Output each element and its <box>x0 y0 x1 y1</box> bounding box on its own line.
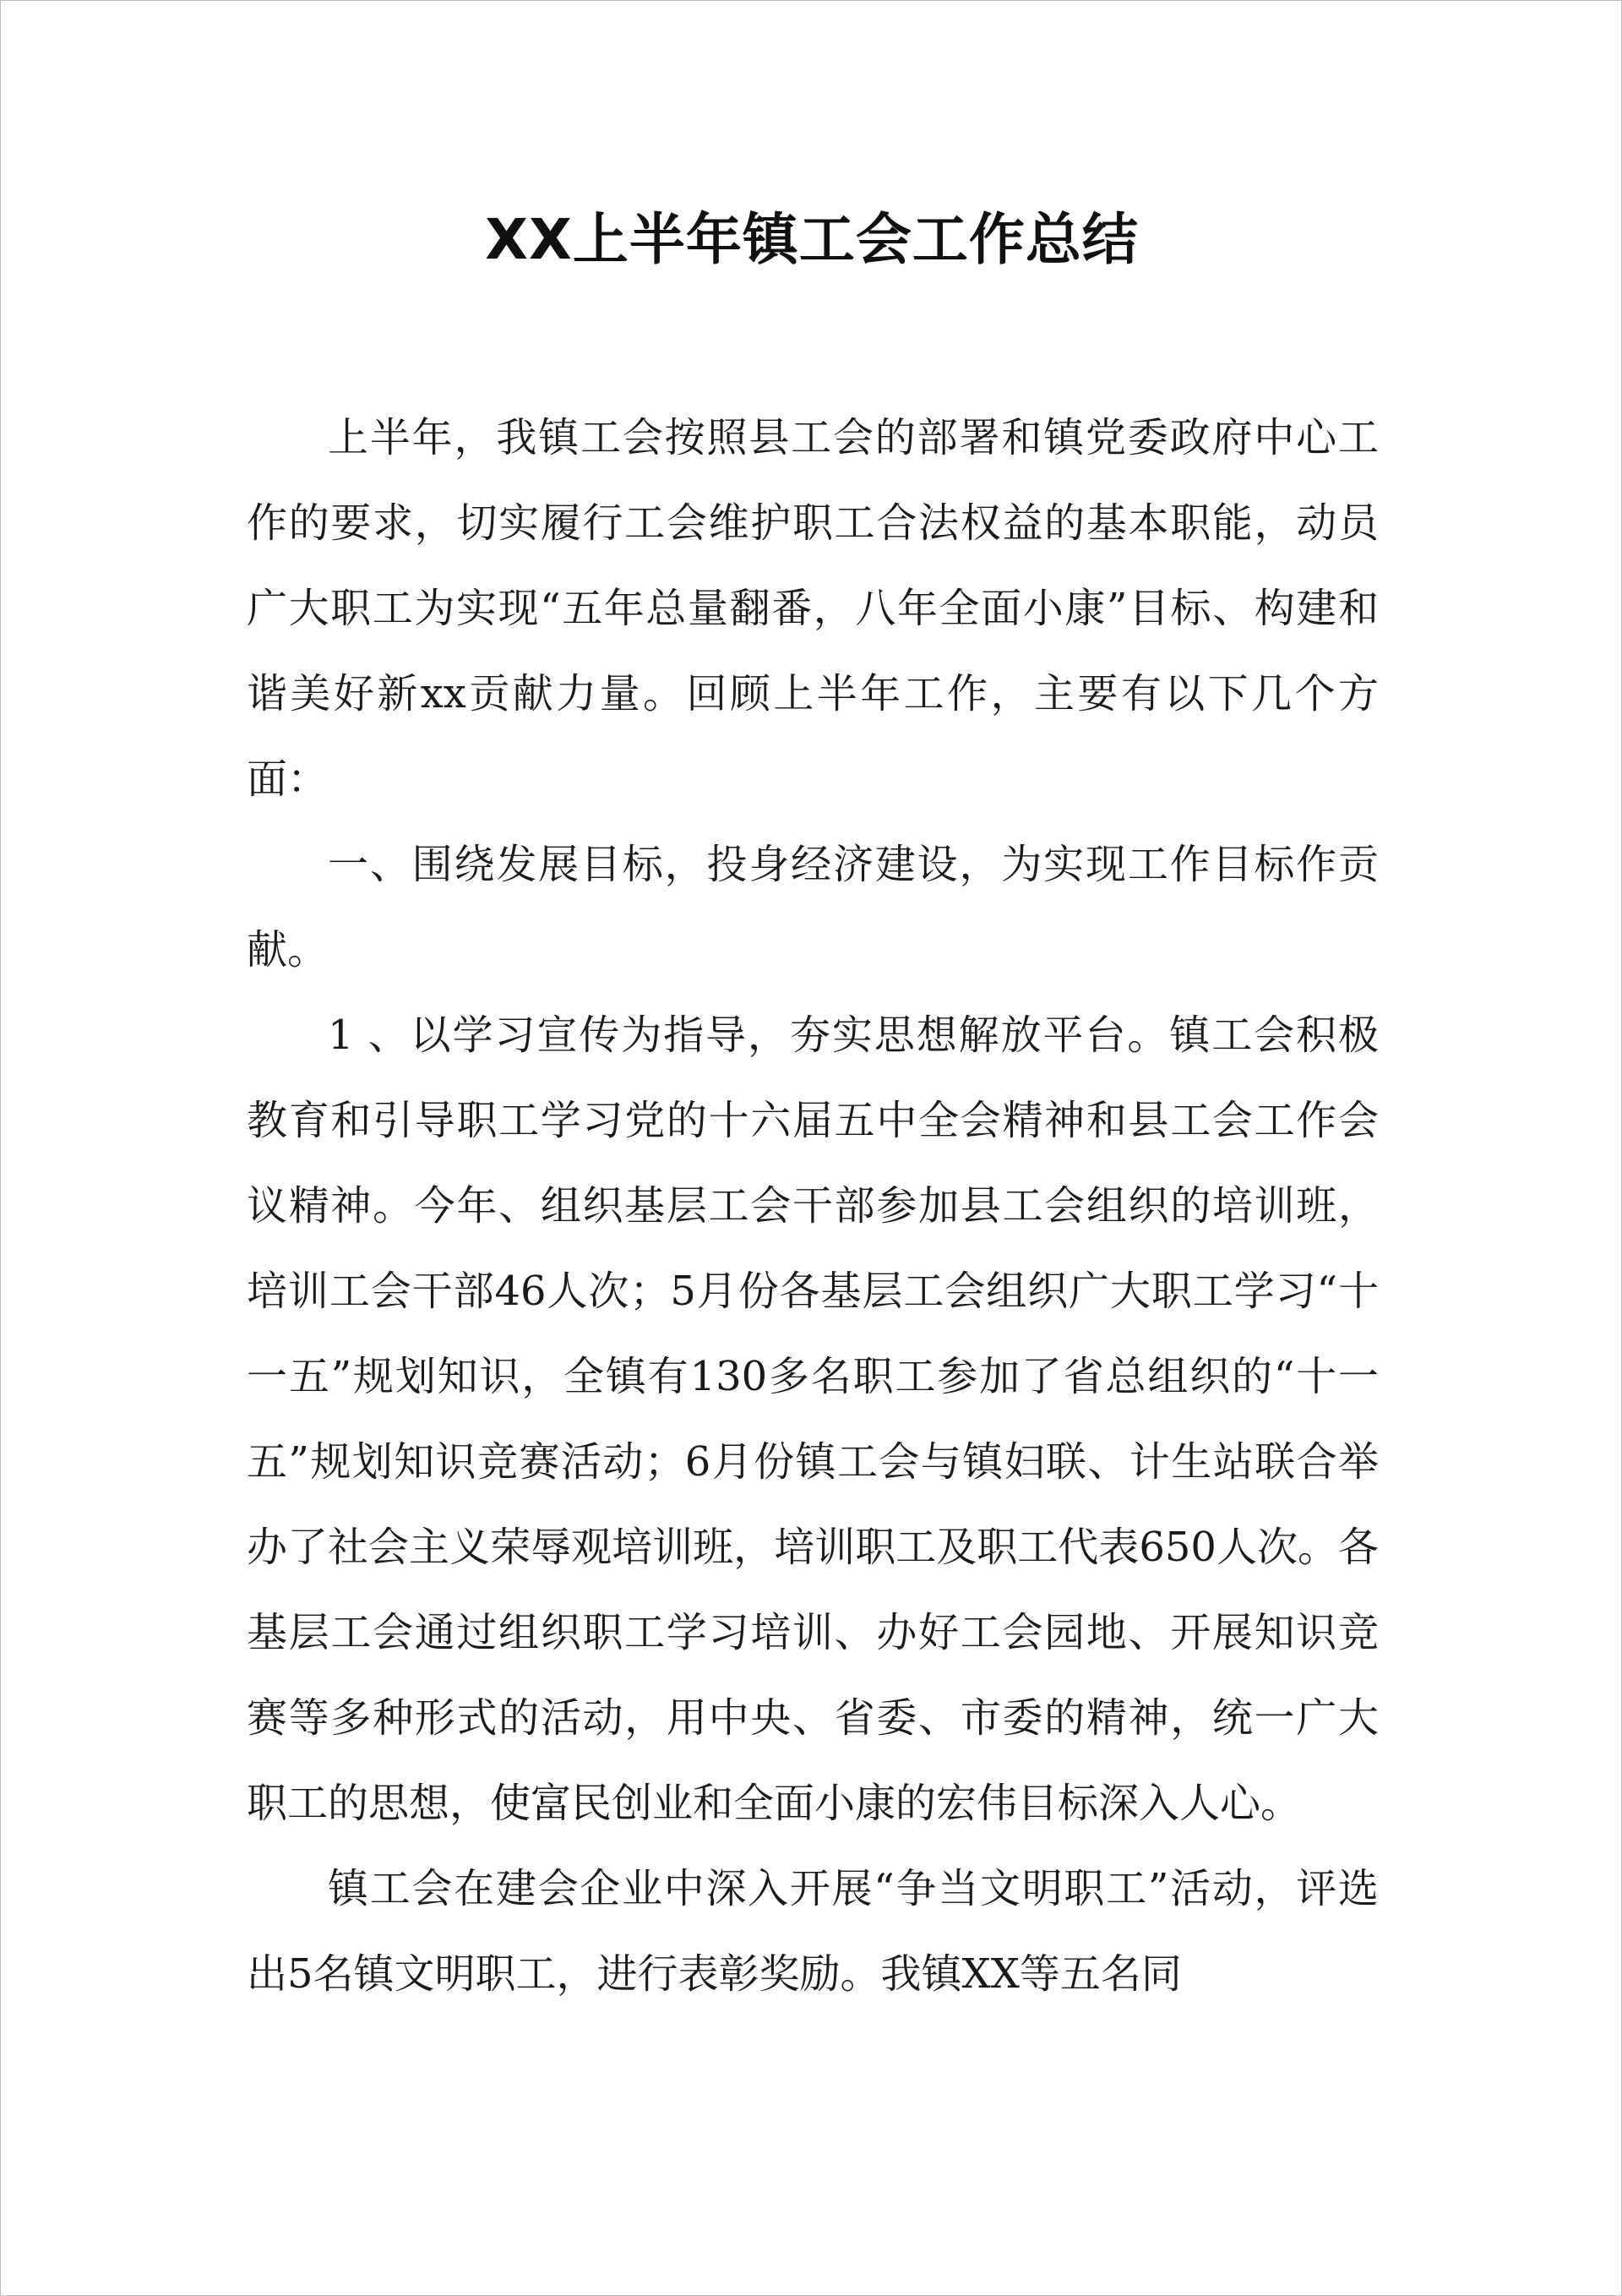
document-body <box>247 395 1379 2017</box>
paragraph-civilized-workers: 镇工会在建会企业中深入开展“争当文明职工”活动，评选出5名镇文明职工，进行表彰奖励。我镇XX等五名同 <box>247 1865 1379 1998</box>
paragraph-section-heading-1: 一、围绕发展目标，投身经济建设，为实现工作目标作贡献。 <box>247 841 1379 973</box>
document-title: XX上半年镇工会工作总结 <box>485 207 1139 272</box>
paragraph-item-1: 1 、以学习宣传为指导，夯实思想解放平台。镇工会积极教育和引导职工学习党的十六届五中全会精神和县工会工作会议精神。今年、组织基层工会干部参加县工会组织的培训班，培训工会干部46人次；5月份各基层工会组织广大职工学习“十一五”规划知识，全镇有130多名职工参加了省总组织的“十一五”规划知识竞赛活动；6月份镇工会与镇妇联、计生站联合举办了社会主义荣辱观培训班，培训职工及职工代表650人次。各基层工会通过组织职工学习培训、办好工会园地、开展知识竞赛等多种形式的活动，用中央、省委、市委的精神，统一广大职工的思想，使富民创业和全面小康的宏伟目标深入人心。 <box>247 1012 1379 1827</box>
paragraph-intro: 上半年，我镇工会按照县工会的部署和镇党委政府中心工作的要求，切实履行工会维护职工合法权益的基本职能，动员广大职工为实现“五年总量翻番，八年全面小康”目标、构建和谐美好新xx贡献力量。回顾上半年工作，主要有以下几个方面： <box>247 414 1379 803</box>
